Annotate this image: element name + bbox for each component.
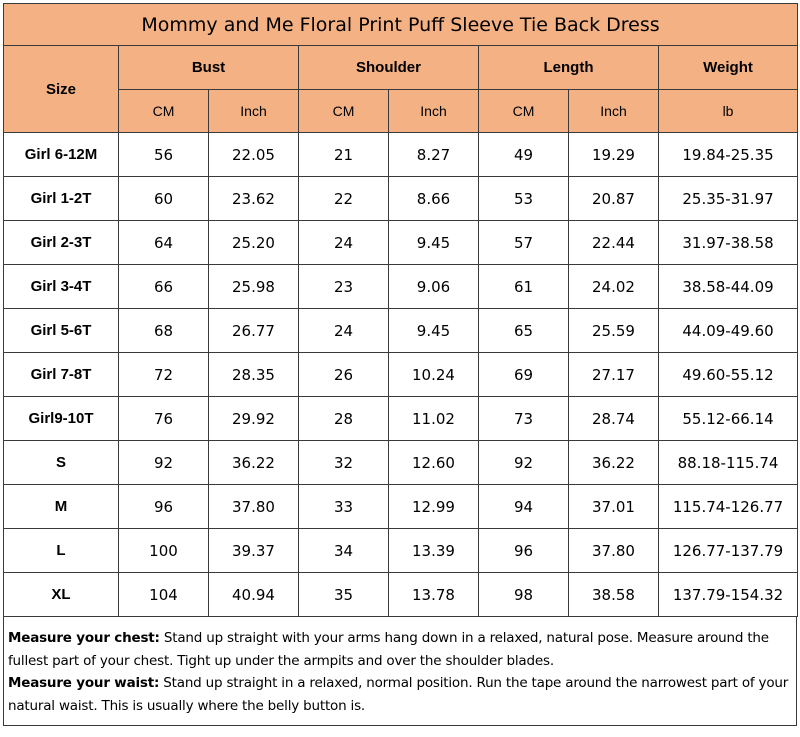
table-row <box>4 265 798 309</box>
table-row <box>4 529 798 573</box>
length-inch-cell: 37.01 <box>569 485 659 529</box>
size-cell: M <box>4 485 119 529</box>
shoulder-inch-cell: 13.39 <box>389 529 479 573</box>
weight-lb-cell: 19.84-25.35 <box>659 133 798 177</box>
shoulder-cm-cell: 35 <box>299 573 389 617</box>
shoulder-inch-cell: 8.66 <box>389 177 479 221</box>
length-cm-cell: 73 <box>479 397 569 441</box>
weight-lb-cell: 31.97-38.58 <box>659 221 798 265</box>
length-inch-cell: 19.29 <box>569 133 659 177</box>
page-title: Mommy and Me Floral Print Puff Sleeve Tie Back Dress <box>4 4 798 46</box>
length-inch-cell: 24.02 <box>569 265 659 309</box>
bust-inch-cell: 37.80 <box>209 485 299 529</box>
shoulder-cm-cell: 33 <box>299 485 389 529</box>
bust-inch-cell: 25.20 <box>209 221 299 265</box>
table-row <box>4 221 798 265</box>
shoulder-inch-cell: 9.45 <box>389 221 479 265</box>
length-inch-cell: 37.80 <box>569 529 659 573</box>
length-cm-cell: 69 <box>479 353 569 397</box>
length-cm-cell: 57 <box>479 221 569 265</box>
size-cell: Girl 7-8T <box>4 353 119 397</box>
bust-cm-cell: 68 <box>119 309 209 353</box>
size-cell: Girl 3-4T <box>4 265 119 309</box>
bust-cm-cell: 56 <box>119 133 209 177</box>
size-cell: Girl 1-2T <box>4 177 119 221</box>
shoulder-cm-cell: 28 <box>299 397 389 441</box>
length-column-header: Length <box>479 46 659 90</box>
chest-note-label: Measure your chest: <box>8 630 160 646</box>
measurement-notes <box>3 617 797 726</box>
size-chart <box>3 3 797 726</box>
weight-lb-cell: 115.74-126.77 <box>659 485 798 529</box>
bust-cm-cell: 64 <box>119 221 209 265</box>
bust-cm-cell: 72 <box>119 353 209 397</box>
size-cell: XL <box>4 573 119 617</box>
size-cell: Girl9-10T <box>4 397 119 441</box>
weight-lb-cell: 88.18-115.74 <box>659 441 798 485</box>
weight-column-header: Weight <box>659 46 798 90</box>
length-cm-cell: 49 <box>479 133 569 177</box>
length-inch-cell: 36.22 <box>569 441 659 485</box>
length-cm-cell: 65 <box>479 309 569 353</box>
weight-lb-cell: 44.09-49.60 <box>659 309 798 353</box>
bust-cm-header: CM <box>119 90 209 133</box>
bust-inch-cell: 39.37 <box>209 529 299 573</box>
bust-cm-cell: 96 <box>119 485 209 529</box>
shoulder-cm-cell: 26 <box>299 353 389 397</box>
length-inch-cell: 28.74 <box>569 397 659 441</box>
bust-inch-cell: 26.77 <box>209 309 299 353</box>
bust-cm-cell: 76 <box>119 397 209 441</box>
bust-inch-cell: 23.62 <box>209 177 299 221</box>
table-row <box>4 573 798 617</box>
waist-note <box>8 672 792 717</box>
table-row <box>4 133 798 177</box>
shoulder-cm-cell: 32 <box>299 441 389 485</box>
shoulder-cm-cell: 34 <box>299 529 389 573</box>
length-cm-cell: 92 <box>479 441 569 485</box>
bust-cm-cell: 66 <box>119 265 209 309</box>
length-cm-cell: 98 <box>479 573 569 617</box>
shoulder-inch-cell: 13.78 <box>389 573 479 617</box>
length-cm-cell: 94 <box>479 485 569 529</box>
size-column-header: Size <box>4 46 119 133</box>
length-cm-cell: 96 <box>479 529 569 573</box>
shoulder-inch-cell: 10.24 <box>389 353 479 397</box>
table-row <box>4 485 798 529</box>
chest-note <box>8 627 792 672</box>
bust-inch-cell: 28.35 <box>209 353 299 397</box>
waist-note-label: Measure your waist: <box>8 675 160 691</box>
length-inch-cell: 22.44 <box>569 221 659 265</box>
size-cell: Girl 6-12M <box>4 133 119 177</box>
shoulder-inch-header: Inch <box>389 90 479 133</box>
shoulder-inch-cell: 12.99 <box>389 485 479 529</box>
length-cm-cell: 61 <box>479 265 569 309</box>
size-table <box>3 3 798 617</box>
table-row <box>4 397 798 441</box>
shoulder-column-header: Shoulder <box>299 46 479 90</box>
shoulder-cm-cell: 23 <box>299 265 389 309</box>
bust-inch-cell: 22.05 <box>209 133 299 177</box>
weight-lb-cell: 55.12-66.14 <box>659 397 798 441</box>
length-cm-header: CM <box>479 90 569 133</box>
waist-note-text: Stand up straight in a relaxed, normal position. Run the tape around the narrowest part of your natural waist. This is usually where the belly button is. <box>8 675 789 714</box>
bust-cm-cell: 104 <box>119 573 209 617</box>
length-inch-cell: 25.59 <box>569 309 659 353</box>
shoulder-cm-cell: 24 <box>299 221 389 265</box>
size-cell: Girl 2-3T <box>4 221 119 265</box>
weight-lb-cell: 137.79-154.32 <box>659 573 798 617</box>
weight-lb-cell: 126.77-137.79 <box>659 529 798 573</box>
table-row <box>4 309 798 353</box>
shoulder-inch-cell: 8.27 <box>389 133 479 177</box>
weight-lb-cell: 25.35-31.97 <box>659 177 798 221</box>
size-cell: S <box>4 441 119 485</box>
bust-cm-cell: 60 <box>119 177 209 221</box>
bust-column-header: Bust <box>119 46 299 90</box>
shoulder-inch-cell: 9.06 <box>389 265 479 309</box>
shoulder-inch-cell: 12.60 <box>389 441 479 485</box>
length-inch-cell: 20.87 <box>569 177 659 221</box>
bust-inch-cell: 29.92 <box>209 397 299 441</box>
bust-inch-cell: 40.94 <box>209 573 299 617</box>
shoulder-cm-header: CM <box>299 90 389 133</box>
length-inch-header: Inch <box>569 90 659 133</box>
weight-lb-header: lb <box>659 90 798 133</box>
size-cell: L <box>4 529 119 573</box>
table-row <box>4 177 798 221</box>
weight-lb-cell: 49.60-55.12 <box>659 353 798 397</box>
bust-inch-header: Inch <box>209 90 299 133</box>
chest-note-text: Stand up straight with your arms hang down in a relaxed, natural pose. Measure around the fullest part of your chest. Tight up under the armpits and over the shoulder blades. <box>8 630 769 669</box>
shoulder-inch-cell: 11.02 <box>389 397 479 441</box>
length-inch-cell: 27.17 <box>569 353 659 397</box>
shoulder-cm-cell: 22 <box>299 177 389 221</box>
shoulder-cm-cell: 21 <box>299 133 389 177</box>
table-row <box>4 441 798 485</box>
length-cm-cell: 53 <box>479 177 569 221</box>
shoulder-cm-cell: 24 <box>299 309 389 353</box>
bust-inch-cell: 36.22 <box>209 441 299 485</box>
length-inch-cell: 38.58 <box>569 573 659 617</box>
table-row <box>4 353 798 397</box>
size-cell: Girl 5-6T <box>4 309 119 353</box>
weight-lb-cell: 38.58-44.09 <box>659 265 798 309</box>
shoulder-inch-cell: 9.45 <box>389 309 479 353</box>
bust-cm-cell: 92 <box>119 441 209 485</box>
bust-cm-cell: 100 <box>119 529 209 573</box>
bust-inch-cell: 25.98 <box>209 265 299 309</box>
